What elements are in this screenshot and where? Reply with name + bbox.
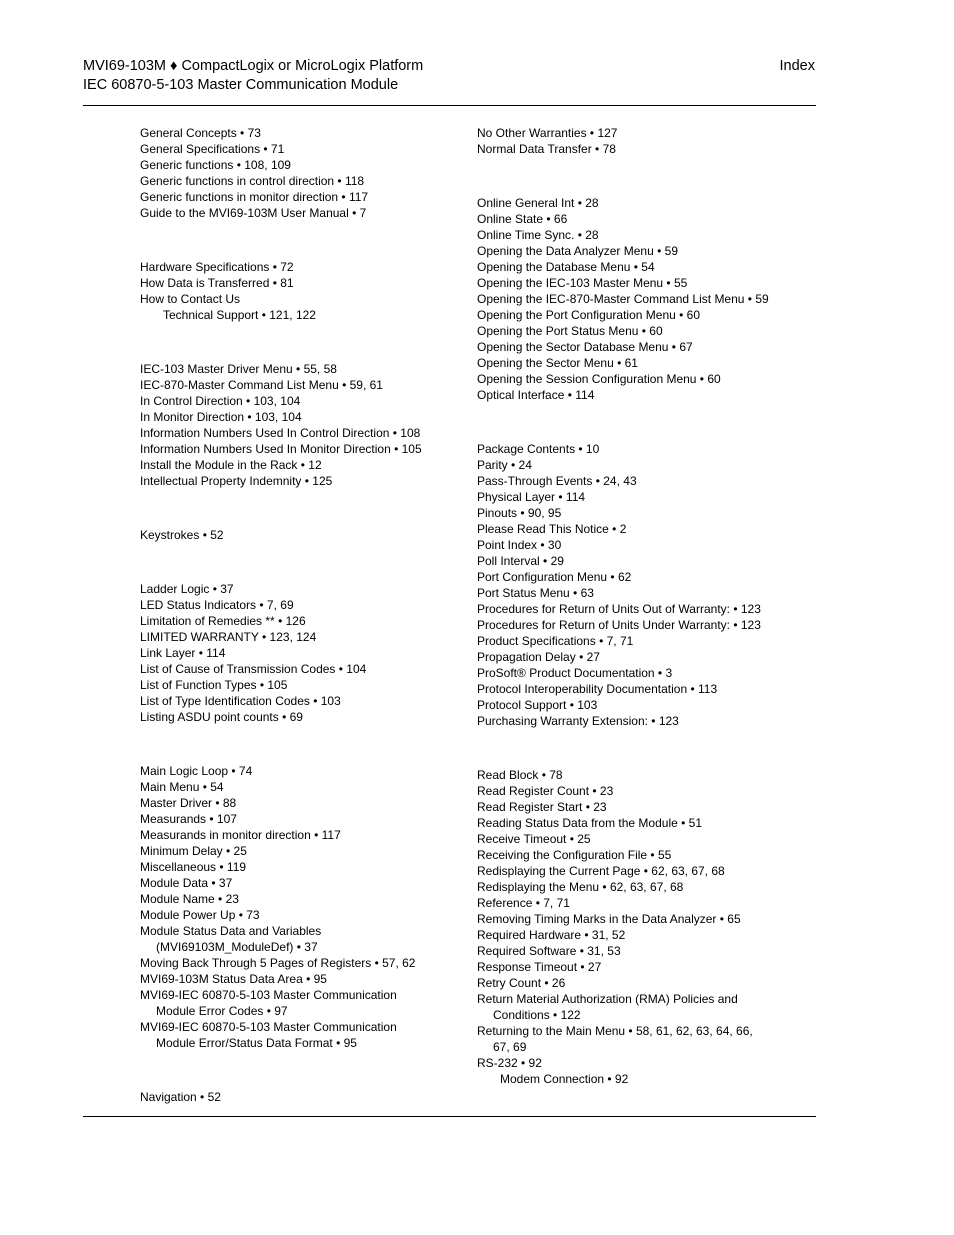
- index-entry: Read Register Start • 23: [477, 800, 607, 814]
- index-entry: Main Logic Loop • 74: [140, 764, 253, 778]
- index-entry: (MVI69103M_ModuleDef) • 37: [156, 940, 318, 954]
- index-entry: Opening the Session Configuration Menu • 60: [477, 372, 721, 386]
- index-entry: Intellectual Property Indemnity • 125: [140, 474, 333, 488]
- index-group: [140, 259, 470, 323]
- index-entry: IEC-103 Master Driver Menu • 55, 58: [140, 362, 337, 376]
- index-entry: Read Block • 78: [477, 768, 563, 782]
- index-entry: Physical Layer • 114: [477, 490, 586, 504]
- index-entry: Port Status Menu • 63: [477, 586, 594, 600]
- index-group: [477, 767, 777, 1087]
- index-entry: List of Cause of Transmission Codes • 104: [140, 662, 367, 676]
- index-entry: Parity • 24: [477, 458, 532, 472]
- index-entry: Read Register Count • 23: [477, 784, 614, 798]
- index-entry: Package Contents • 10: [477, 442, 600, 456]
- index-entry: Protocol Support • 103: [477, 698, 598, 712]
- index-entry: Conditions • 122: [493, 1008, 581, 1022]
- index-entry: Return Material Authorization (RMA) Policies and: [477, 992, 738, 1006]
- index-entry: RS-232 • 92: [477, 1056, 542, 1070]
- index-group: [140, 361, 470, 489]
- index-entry: Miscellaneous • 119: [140, 860, 247, 874]
- index-entry: List of Function Types • 105: [140, 678, 288, 692]
- index-entry: Opening the Sector Database Menu • 67: [477, 340, 693, 354]
- index-entry: Opening the IEC-870-Master Command List Menu • 59: [477, 292, 769, 306]
- index-entry: Generic functions • 108, 109: [140, 158, 291, 172]
- index-entry: Point Index • 30: [477, 538, 562, 552]
- index-entry: Information Numbers Used In Monitor Direction • 105: [140, 442, 422, 456]
- index-entry: Keystrokes • 52: [140, 528, 224, 542]
- index-entry: Link Layer • 114: [140, 646, 226, 660]
- index-entry: Online Time Sync. • 28: [477, 228, 599, 242]
- index-entry: Pinouts • 90, 95: [477, 506, 562, 520]
- header-rule: [83, 105, 816, 106]
- index-group: [140, 527, 470, 543]
- index-entry: Please Read This Notice • 2: [477, 522, 627, 536]
- index-entry: Modem Connection • 92: [500, 1072, 629, 1086]
- index-entry: MVI69-IEC 60870-5-103 Master Communication: [140, 988, 397, 1002]
- index-group: [477, 125, 777, 157]
- index-entry: Required Software • 31, 53: [477, 944, 621, 958]
- index-group: [477, 441, 777, 729]
- index-entry: 67, 69: [493, 1040, 527, 1054]
- index-entry: Required Hardware • 31, 52: [477, 928, 626, 942]
- index-entry: Module Status Data and Variables: [140, 924, 322, 938]
- index-entry: Generic functions in control direction • 118: [140, 174, 365, 188]
- index-entry: IEC-870-Master Command List Menu • 59, 61: [140, 378, 383, 392]
- index-column-right: [477, 125, 777, 1087]
- index-entry: Opening the Port Configuration Menu • 60: [477, 308, 701, 322]
- index-entry: Product Specifications • 7, 71: [477, 634, 634, 648]
- index-entry: Pass-Through Events • 24, 43: [477, 474, 637, 488]
- index-entry: Response Timeout • 27: [477, 960, 602, 974]
- index-entry: Receiving the Configuration File • 55: [477, 848, 672, 862]
- index-entry: How Data is Transferred • 81: [140, 276, 294, 290]
- index-entry: Module Error/Status Data Format • 95: [156, 1036, 357, 1050]
- index-entry: Module Data • 37: [140, 876, 233, 890]
- index-entry: Measurands in monitor direction • 117: [140, 828, 341, 842]
- index-entry: Opening the Database Menu • 54: [477, 260, 655, 274]
- index-entry: Port Configuration Menu • 62: [477, 570, 632, 584]
- index-entry: How to Contact Us: [140, 292, 241, 306]
- index-entry: Information Numbers Used In Control Direction • 108: [140, 426, 421, 440]
- index-entry: Ladder Logic • 37: [140, 582, 234, 596]
- index-entry: Propagation Delay • 27: [477, 650, 600, 664]
- index-entry: Moving Back Through 5 Pages of Registers • 57, 62: [140, 956, 416, 970]
- index-entry: Generic functions in monitor direction • 117: [140, 190, 369, 204]
- index-entry: Returning to the Main Menu • 58, 61, 62, 63, 64, 66,: [477, 1024, 753, 1038]
- header-line-1: [83, 57, 815, 76]
- index-entry: Receive Timeout • 25: [477, 832, 591, 846]
- index-entry: MVI69-103M Status Data Area • 95: [140, 972, 327, 986]
- index-entry: Hardware Specifications • 72: [140, 260, 294, 274]
- index-entry: Opening the Sector Menu • 61: [477, 356, 638, 370]
- index-entry: Reference • 7, 71: [477, 896, 570, 910]
- index-entry: Listing ASDU point counts • 69: [140, 710, 303, 724]
- index-entry: Master Driver • 88: [140, 796, 237, 810]
- section-name: Index: [779, 58, 815, 74]
- index-group: [140, 1089, 470, 1105]
- index-entry: Poll Interval • 29: [477, 554, 564, 568]
- index-entry: LED Status Indicators • 7, 69: [140, 598, 294, 612]
- index-entry: Measurands • 107: [140, 812, 237, 826]
- index-group: [477, 195, 777, 403]
- index-entry: Retry Count • 26: [477, 976, 566, 990]
- index-entry: Opening the Data Analyzer Menu • 59: [477, 244, 678, 258]
- index-entry: General Specifications • 71: [140, 142, 285, 156]
- index-group: [140, 125, 470, 221]
- footer-rule: [83, 1116, 816, 1117]
- index-entry: Protocol Interoperability Documentation • 113: [477, 682, 718, 696]
- index-entry: Main Menu • 54: [140, 780, 224, 794]
- index-group: [140, 581, 470, 725]
- document-title: MVI69-103M ♦ CompactLogix or MicroLogix Platform: [83, 58, 424, 74]
- index-entry: LIMITED WARRANTY • 123, 124: [140, 630, 317, 644]
- index-entry: Install the Module in the Rack • 12: [140, 458, 322, 472]
- index-entry: Normal Data Transfer • 78: [477, 142, 616, 156]
- index-entry: Online State • 66: [477, 212, 568, 226]
- index-entry: Opening the Port Status Menu • 60: [477, 324, 663, 338]
- index-entry: Guide to the MVI69-103M User Manual • 7: [140, 206, 367, 220]
- index-entry: Optical Interface • 114: [477, 388, 595, 402]
- index-entry: Minimum Delay • 25: [140, 844, 247, 858]
- index-entry: Module Name • 23: [140, 892, 239, 906]
- index-entry: Technical Support • 121, 122: [163, 308, 316, 322]
- index-group: [140, 763, 470, 1051]
- index-entry: Navigation • 52: [140, 1090, 221, 1104]
- document-subtitle: IEC 60870-5-103 Master Communication Module: [83, 77, 399, 93]
- index-entry: Procedures for Return of Units Under Warranty: • 123: [477, 618, 761, 632]
- index-entry: Module Error Codes • 97: [156, 1004, 288, 1018]
- index-column-left: [140, 125, 470, 1105]
- index-entry: Online General Int • 28: [477, 196, 599, 210]
- index-entry: General Concepts • 73: [140, 126, 261, 140]
- index-entry: In Monitor Direction • 103, 104: [140, 410, 302, 424]
- index-entry: Purchasing Warranty Extension: • 123: [477, 714, 679, 728]
- index-entry: MVI69-IEC 60870-5-103 Master Communication: [140, 1020, 397, 1034]
- index-entry: Reading Status Data from the Module • 51: [477, 816, 702, 830]
- index-entry: In Control Direction • 103, 104: [140, 394, 301, 408]
- index-entry: No Other Warranties • 127: [477, 126, 618, 140]
- index-entry: Redisplaying the Menu • 62, 63, 67, 68: [477, 880, 684, 894]
- index-entry: Redisplaying the Current Page • 62, 63, 67, 68: [477, 864, 725, 878]
- index-entry: Opening the IEC-103 Master Menu • 55: [477, 276, 688, 290]
- index-entry: Module Power Up • 73: [140, 908, 260, 922]
- index-entry: ProSoft® Product Documentation • 3: [477, 666, 673, 680]
- page-header: [83, 57, 815, 95]
- index-entry: Removing Timing Marks in the Data Analyzer • 65: [477, 912, 741, 926]
- index-entry: List of Type Identification Codes • 103: [140, 694, 341, 708]
- index-entry: Limitation of Remedies ** • 126: [140, 614, 306, 628]
- index-entry: Procedures for Return of Units Out of Warranty: • 123: [477, 602, 761, 616]
